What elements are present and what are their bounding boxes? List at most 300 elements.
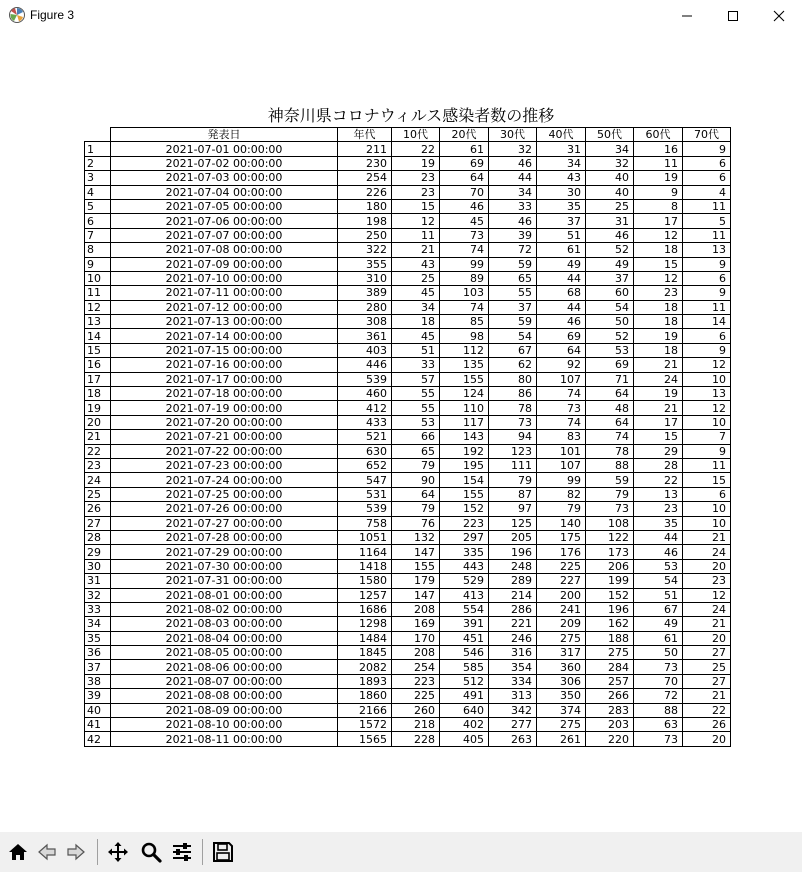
column-header-10s: 10代 [392, 128, 440, 142]
table-cell: 99 [440, 257, 489, 271]
table-row [85, 286, 731, 300]
table-cell: 34 [586, 142, 634, 156]
table-cell: 30 [537, 185, 586, 199]
table-cell: 59 [489, 257, 537, 271]
table-cell: 22 [634, 473, 683, 487]
table-row [85, 156, 731, 170]
table-cell: 53 [634, 559, 683, 573]
table-cell: 23 [392, 185, 440, 199]
home-icon [7, 841, 29, 863]
table-cell: 2166 [338, 703, 392, 717]
table-cell: 6 [683, 487, 731, 501]
column-header-date: 発表日 [111, 128, 338, 142]
table-cell: 51 [634, 588, 683, 602]
table-cell: 539 [338, 502, 392, 516]
date-cell: 2021-07-20 00:00:00 [111, 415, 338, 429]
table-cell: 63 [634, 718, 683, 732]
table-cell: 630 [338, 444, 392, 458]
table-cell: 73 [489, 415, 537, 429]
table-cell: 32 [489, 142, 537, 156]
table-cell: 230 [338, 156, 392, 170]
maximize-button[interactable] [710, 0, 756, 31]
table-cell: 44 [489, 171, 537, 185]
table-cell: 43 [392, 257, 440, 271]
row-label: 14 [85, 329, 111, 343]
table-row [85, 444, 731, 458]
table-cell: 223 [392, 674, 440, 688]
window-title: Figure 3 [30, 8, 75, 22]
table-cell: 335 [440, 545, 489, 559]
table-cell: 263 [489, 732, 537, 746]
row-label: 41 [85, 718, 111, 732]
row-label: 22 [85, 444, 111, 458]
table-cell: 162 [586, 617, 634, 631]
row-label: 28 [85, 530, 111, 544]
table-cell: 203 [586, 718, 634, 732]
table-cell: 87 [489, 487, 537, 501]
table-cell: 45 [392, 329, 440, 343]
table-cell: 21 [634, 358, 683, 372]
row-label: 34 [85, 617, 111, 631]
table-cell: 10 [683, 502, 731, 516]
table-cell: 92 [537, 358, 586, 372]
table-cell: 374 [537, 703, 586, 717]
table-cell: 27 [683, 674, 731, 688]
table-cell: 64 [586, 415, 634, 429]
table-cell: 28 [634, 458, 683, 472]
table-cell: 69 [537, 329, 586, 343]
table-cell: 99 [537, 473, 586, 487]
table-cell: 21 [392, 243, 440, 257]
table-cell: 74 [440, 243, 489, 257]
table-cell: 10 [683, 415, 731, 429]
table-row [85, 732, 731, 746]
table-cell: 49 [537, 257, 586, 271]
row-label: 5 [85, 199, 111, 213]
table-cell: 20 [683, 631, 731, 645]
table-cell: 61 [634, 631, 683, 645]
date-cell: 2021-07-24 00:00:00 [111, 473, 338, 487]
table-cell: 68 [537, 286, 586, 300]
date-cell: 2021-08-08 00:00:00 [111, 689, 338, 703]
table-cell: 34 [392, 300, 440, 314]
table-cell: 260 [392, 703, 440, 717]
table-cell: 361 [338, 329, 392, 343]
table-row [85, 228, 731, 242]
table-row [85, 401, 731, 415]
window-titlebar[interactable] [0, 0, 802, 31]
table-cell: 70 [634, 674, 683, 688]
table-cell: 39 [489, 228, 537, 242]
table-cell: 123 [489, 444, 537, 458]
row-label: 9 [85, 257, 111, 271]
row-label: 20 [85, 415, 111, 429]
table-cell: 443 [440, 559, 489, 573]
table-cell: 208 [392, 646, 440, 660]
table-cell: 73 [634, 732, 683, 746]
row-label: 37 [85, 660, 111, 674]
move-icon [107, 841, 129, 863]
table-cell: 82 [537, 487, 586, 501]
table-cell: 49 [634, 617, 683, 631]
table-cell: 152 [440, 502, 489, 516]
table-cell: 1572 [338, 718, 392, 732]
home-button[interactable] [4, 837, 32, 867]
date-cell: 2021-07-31 00:00:00 [111, 574, 338, 588]
row-label: 21 [85, 430, 111, 444]
table-cell: 44 [634, 530, 683, 544]
back-arrow-icon [36, 841, 58, 863]
table-cell: 25 [683, 660, 731, 674]
save-button[interactable] [209, 837, 237, 867]
table-cell: 74 [586, 430, 634, 444]
table-cell: 24 [683, 602, 731, 616]
table-cell: 218 [392, 718, 440, 732]
date-cell: 2021-08-01 00:00:00 [111, 588, 338, 602]
table-cell: 539 [338, 372, 392, 386]
table-cell: 250 [338, 228, 392, 242]
table-cell: 405 [440, 732, 489, 746]
close-button[interactable] [756, 0, 802, 31]
table-cell: 221 [489, 617, 537, 631]
table-cell: 6 [683, 271, 731, 285]
table-cell: 85 [440, 315, 489, 329]
table-cell: 24 [634, 372, 683, 386]
table-cell: 360 [537, 660, 586, 674]
table-cell: 12 [683, 358, 731, 372]
table-cell: 88 [634, 703, 683, 717]
row-label: 29 [85, 545, 111, 559]
table-cell: 241 [537, 602, 586, 616]
table-cell: 76 [392, 516, 440, 530]
table-cell: 1418 [338, 559, 392, 573]
row-label: 40 [85, 703, 111, 717]
table-cell: 261 [537, 732, 586, 746]
table-cell: 317 [537, 646, 586, 660]
table-cell: 54 [586, 300, 634, 314]
table-cell: 280 [338, 300, 392, 314]
table-cell: 355 [338, 257, 392, 271]
table-row [85, 199, 731, 213]
table-row [85, 631, 731, 645]
date-cell: 2021-07-04 00:00:00 [111, 185, 338, 199]
column-header-50s: 50代 [586, 128, 634, 142]
table-cell: 7 [683, 430, 731, 444]
row-label: 32 [85, 588, 111, 602]
date-cell: 2021-07-06 00:00:00 [111, 214, 338, 228]
table-cell: 9 [683, 142, 731, 156]
table-row [85, 502, 731, 516]
table-cell: 72 [489, 243, 537, 257]
table-corner [85, 128, 111, 142]
table-cell: 31 [586, 214, 634, 228]
table-cell: 66 [392, 430, 440, 444]
table-cell: 640 [440, 703, 489, 717]
row-label: 30 [85, 559, 111, 573]
table-cell: 277 [489, 718, 537, 732]
table-cell: 531 [338, 487, 392, 501]
table-row [85, 718, 731, 732]
date-cell: 2021-07-07 00:00:00 [111, 228, 338, 242]
date-cell: 2021-07-13 00:00:00 [111, 315, 338, 329]
table-row [85, 617, 731, 631]
table-cell: 67 [489, 343, 537, 357]
sliders-icon [171, 841, 193, 863]
table-cell: 20 [683, 559, 731, 573]
table-cell: 342 [489, 703, 537, 717]
date-cell: 2021-08-06 00:00:00 [111, 660, 338, 674]
date-cell: 2021-07-30 00:00:00 [111, 559, 338, 573]
row-label: 7 [85, 228, 111, 242]
row-label: 26 [85, 502, 111, 516]
table-row [85, 545, 731, 559]
table-cell: 460 [338, 387, 392, 401]
table-cell: 188 [586, 631, 634, 645]
date-cell: 2021-07-17 00:00:00 [111, 372, 338, 386]
table-cell: 308 [338, 315, 392, 329]
row-label: 8 [85, 243, 111, 257]
table-header-row [85, 128, 731, 142]
column-header-60s: 60代 [634, 128, 683, 142]
data-table [84, 127, 731, 747]
table-cell: 1164 [338, 545, 392, 559]
plot-title: 神奈川県コロナウィルス感染者数の推移 [267, 106, 555, 125]
table-cell: 228 [392, 732, 440, 746]
forward-button[interactable] [62, 837, 90, 867]
table-cell: 34 [489, 185, 537, 199]
table-cell: 79 [489, 473, 537, 487]
date-cell: 2021-08-04 00:00:00 [111, 631, 338, 645]
table-row [85, 516, 731, 530]
date-cell: 2021-08-02 00:00:00 [111, 602, 338, 616]
table-cell: 257 [586, 674, 634, 688]
row-label: 23 [85, 458, 111, 472]
date-cell: 2021-08-09 00:00:00 [111, 703, 338, 717]
close-icon [773, 10, 785, 22]
table-cell: 147 [392, 588, 440, 602]
table-cell: 59 [489, 315, 537, 329]
table-cell: 1565 [338, 732, 392, 746]
table-row [85, 574, 731, 588]
table-cell: 46 [634, 545, 683, 559]
row-label: 31 [85, 574, 111, 588]
table-cell: 284 [586, 660, 634, 674]
table-cell: 86 [489, 387, 537, 401]
row-label: 1 [85, 142, 111, 156]
table-cell: 31 [537, 142, 586, 156]
table-cell: 12 [634, 271, 683, 285]
row-label: 35 [85, 631, 111, 645]
table-row [85, 214, 731, 228]
table-cell: 155 [440, 372, 489, 386]
table-cell: 78 [489, 401, 537, 415]
table-cell: 89 [440, 271, 489, 285]
table-cell: 5 [683, 214, 731, 228]
table-row [85, 372, 731, 386]
table-cell: 225 [537, 559, 586, 573]
table-cell: 54 [634, 574, 683, 588]
column-header-20s: 20代 [440, 128, 489, 142]
date-cell: 2021-07-26 00:00:00 [111, 502, 338, 516]
table-cell: 73 [440, 228, 489, 242]
table-cell: 14 [683, 315, 731, 329]
table-cell: 44 [537, 271, 586, 285]
table-cell: 200 [537, 588, 586, 602]
table-cell: 22 [683, 703, 731, 717]
table-cell: 13 [683, 387, 731, 401]
table-cell: 17 [634, 214, 683, 228]
table-cell: 18 [634, 315, 683, 329]
table-cell: 176 [537, 545, 586, 559]
table-cell: 46 [440, 199, 489, 213]
table-cell: 34 [537, 156, 586, 170]
date-cell: 2021-07-29 00:00:00 [111, 545, 338, 559]
table-cell: 125 [489, 516, 537, 530]
pan-button[interactable] [104, 837, 132, 867]
table-row [85, 415, 731, 429]
date-cell: 2021-07-08 00:00:00 [111, 243, 338, 257]
table-cell: 67 [634, 602, 683, 616]
row-label: 15 [85, 343, 111, 357]
date-cell: 2021-08-05 00:00:00 [111, 646, 338, 660]
table-cell: 74 [440, 300, 489, 314]
table-cell: 9 [683, 257, 731, 271]
table-cell: 175 [537, 530, 586, 544]
table-body [85, 142, 731, 746]
table-row [85, 243, 731, 257]
date-cell: 2021-08-10 00:00:00 [111, 718, 338, 732]
back-button[interactable] [33, 837, 61, 867]
table-cell: 546 [440, 646, 489, 660]
navigation-toolbar [0, 832, 802, 872]
table-cell: 62 [489, 358, 537, 372]
table-cell: 73 [586, 502, 634, 516]
table-cell: 97 [489, 502, 537, 516]
row-label: 16 [85, 358, 111, 372]
table-cell: 13 [683, 243, 731, 257]
table-cell: 11 [634, 156, 683, 170]
table-cell: 74 [537, 387, 586, 401]
date-cell: 2021-07-10 00:00:00 [111, 271, 338, 285]
table-cell: 391 [440, 617, 489, 631]
table-cell: 6 [683, 156, 731, 170]
table-cell: 195 [440, 458, 489, 472]
table-cell: 135 [440, 358, 489, 372]
table-cell: 143 [440, 430, 489, 444]
table-cell: 451 [440, 631, 489, 645]
table-cell: 50 [634, 646, 683, 660]
table-cell: 433 [338, 415, 392, 429]
magnifier-icon [140, 841, 162, 863]
row-label: 2 [85, 156, 111, 170]
table-cell: 46 [489, 214, 537, 228]
table-cell: 9 [683, 343, 731, 357]
table-cell: 88 [586, 458, 634, 472]
table-cell: 169 [392, 617, 440, 631]
minimize-button[interactable] [664, 0, 710, 31]
table-cell: 1845 [338, 646, 392, 660]
table-cell: 206 [586, 559, 634, 573]
table-cell: 21 [683, 530, 731, 544]
date-cell: 2021-07-01 00:00:00 [111, 142, 338, 156]
table-cell: 65 [392, 444, 440, 458]
date-cell: 2021-07-12 00:00:00 [111, 300, 338, 314]
table-cell: 6 [683, 329, 731, 343]
table-cell: 61 [440, 142, 489, 156]
table-cell: 350 [537, 689, 586, 703]
row-label: 17 [85, 372, 111, 386]
table-cell: 1860 [338, 689, 392, 703]
table-cell: 266 [586, 689, 634, 703]
table-cell: 18 [634, 300, 683, 314]
table-cell: 90 [392, 473, 440, 487]
table-cell: 6 [683, 171, 731, 185]
table-cell: 23 [634, 502, 683, 516]
table-cell: 1893 [338, 674, 392, 688]
date-cell: 2021-08-03 00:00:00 [111, 617, 338, 631]
zoom-button[interactable] [137, 837, 165, 867]
date-cell: 2021-07-18 00:00:00 [111, 387, 338, 401]
table-row [85, 530, 731, 544]
date-cell: 2021-07-25 00:00:00 [111, 487, 338, 501]
table-cell: 65 [489, 271, 537, 285]
table-cell: 322 [338, 243, 392, 257]
table-cell: 1298 [338, 617, 392, 631]
table-cell: 37 [586, 271, 634, 285]
configure-subplots-button[interactable] [168, 837, 196, 867]
table-cell: 140 [537, 516, 586, 530]
table-cell: 11 [683, 199, 731, 213]
table-cell: 198 [338, 214, 392, 228]
date-cell: 2021-08-11 00:00:00 [111, 732, 338, 746]
table-cell: 48 [586, 401, 634, 415]
table-cell: 297 [440, 530, 489, 544]
table-cell: 45 [392, 286, 440, 300]
row-label: 10 [85, 271, 111, 285]
table-cell: 40 [586, 171, 634, 185]
table-cell: 1686 [338, 602, 392, 616]
table-cell: 585 [440, 660, 489, 674]
table-cell: 306 [537, 674, 586, 688]
table-cell: 33 [392, 358, 440, 372]
table-cell: 412 [338, 401, 392, 415]
table-cell: 27 [683, 646, 731, 660]
table-cell: 37 [537, 214, 586, 228]
table-cell: 23 [683, 574, 731, 588]
table-cell: 248 [489, 559, 537, 573]
table-cell: 196 [586, 602, 634, 616]
table-row [85, 487, 731, 501]
table-row [85, 271, 731, 285]
table-cell: 521 [338, 430, 392, 444]
table-row [85, 473, 731, 487]
date-cell: 2021-07-15 00:00:00 [111, 343, 338, 357]
table-cell: 15 [634, 430, 683, 444]
table-row [85, 257, 731, 271]
row-label: 11 [85, 286, 111, 300]
table-cell: 44 [537, 300, 586, 314]
table-cell: 289 [489, 574, 537, 588]
table-cell: 214 [489, 588, 537, 602]
table-cell: 101 [537, 444, 586, 458]
table-cell: 49 [586, 257, 634, 271]
table-cell: 225 [392, 689, 440, 703]
table-cell: 69 [440, 156, 489, 170]
row-label: 6 [85, 214, 111, 228]
table-cell: 275 [537, 631, 586, 645]
row-label: 39 [85, 689, 111, 703]
table-cell: 10 [683, 516, 731, 530]
